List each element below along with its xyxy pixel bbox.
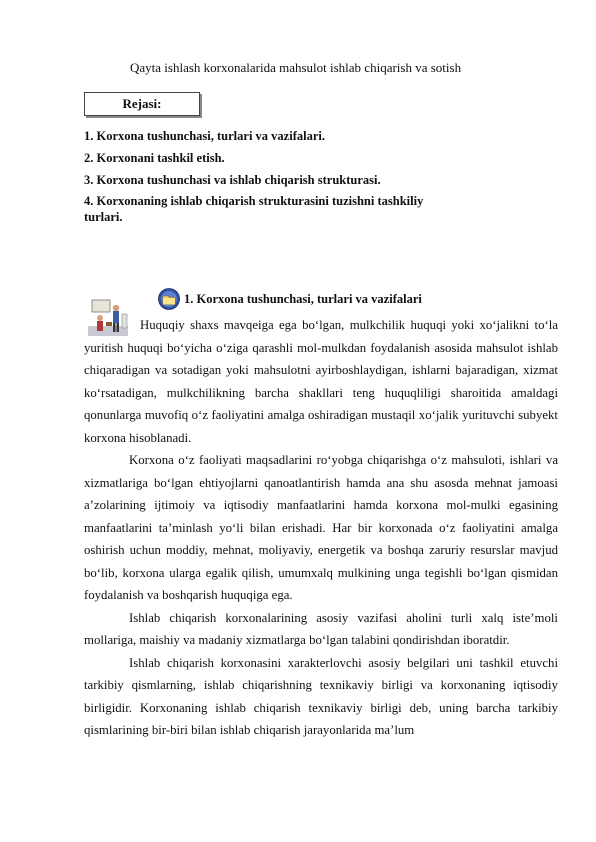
- section-heading: [158, 288, 422, 310]
- plan-list: [84, 125, 424, 225]
- plan-item-1: 1. Korxona tushunchasi, turlari va vazifalari.: [84, 129, 325, 143]
- body-text: [84, 314, 558, 742]
- paragraph-2: Korxona o‘z faoliyati maqsadlarini ro‘yobga chiqarishga o‘z mahsuloti, ishlari va xizmatlariga bo‘lgan ehtiyojlarni qanoatlantirish hamda ana shu asosda mehnat jamoasi a’zolarining ijtimoiy va iqtisodiy manfaatlarini hamda korxona mol-mulki egasining manfaatlarini ta’minlash yo‘li bilan erishadi. Har bir korxonada o‘z faoliyatini amalga oshirish uchun moddiy, mehnat, moliyaviy, energetik va boshqa zaruriy resurslar mavjud bo‘lib, korxona ularga egalik qilish, umumxalq mulkining unga tegishli bo‘lgan qismidan foydalanish va boshqarish huquqiga ega.: [84, 453, 558, 602]
- document-title: Qayta ishlash korxonalarida mahsulot ishlab chiqarish va sotish: [130, 60, 462, 75]
- plan-item-2: 2. Korxonani tashkil etish.: [84, 151, 225, 165]
- plan-item-3: 3. Korxona tushunchasi va ishlab chiqarish strukturasi.: [84, 173, 381, 187]
- paragraph-3: Ishlab chiqarish korxonalarining asosiy vazifasi aholini turli xalq iste’moli mollariga, maishiy va madaniy xizmatlarga bo‘lgan talabini qondirishdan iboratdir.: [84, 610, 558, 647]
- plan-label-box: Rejasi:: [84, 92, 200, 116]
- folder-icon: [158, 288, 180, 310]
- paragraph-4: Ishlab chiqarish korxonasini xarakterlovchi asosiy belgilari uni tashkil etuvchi tarkibiy qismlarning, ishlab chiqarishning texnikaviy birligi va korxonaning iqtisodiy birligidir. Korxonaning ishlab chiqarish texnikaviy birligi deb, uning barcha tarkibiy qismlarining bir-biri bilan ishlab chiqarish jarayonlarida ma’lum: [84, 655, 558, 737]
- paragraph-1: Huquqiy shaxs mavqeiga ega bo‘lgan, mulkchilik huquqi yoki xo‘jalikni to‘la yuritish huquqi bo‘yicha o‘ziga qarashli mol-mulkdan foydalanish asosida mahsulot ishlab chiqaradigan va sotadigan yoki mahsulotni ayirboshlaydigan, ishlarni bajaradigan, xizmat ko‘rsatadigan, mulkchilikning barcha shakllari teng huquqliligi sharoitida amaldagi qonunlarga muvofiq o‘z faoliyatini amalga oshiradigan mustaqil xo‘jalik yurituvchi subyekt korxona hisoblanadi.: [84, 318, 558, 445]
- section-heading-text: 1. Korxona tushunchasi, turlari va vazifalari: [184, 291, 422, 306]
- plan-item-4: 4. Korxonaning ishlab chiqarish strukturasini tuzishni tashkiliy turlari.: [84, 194, 424, 224]
